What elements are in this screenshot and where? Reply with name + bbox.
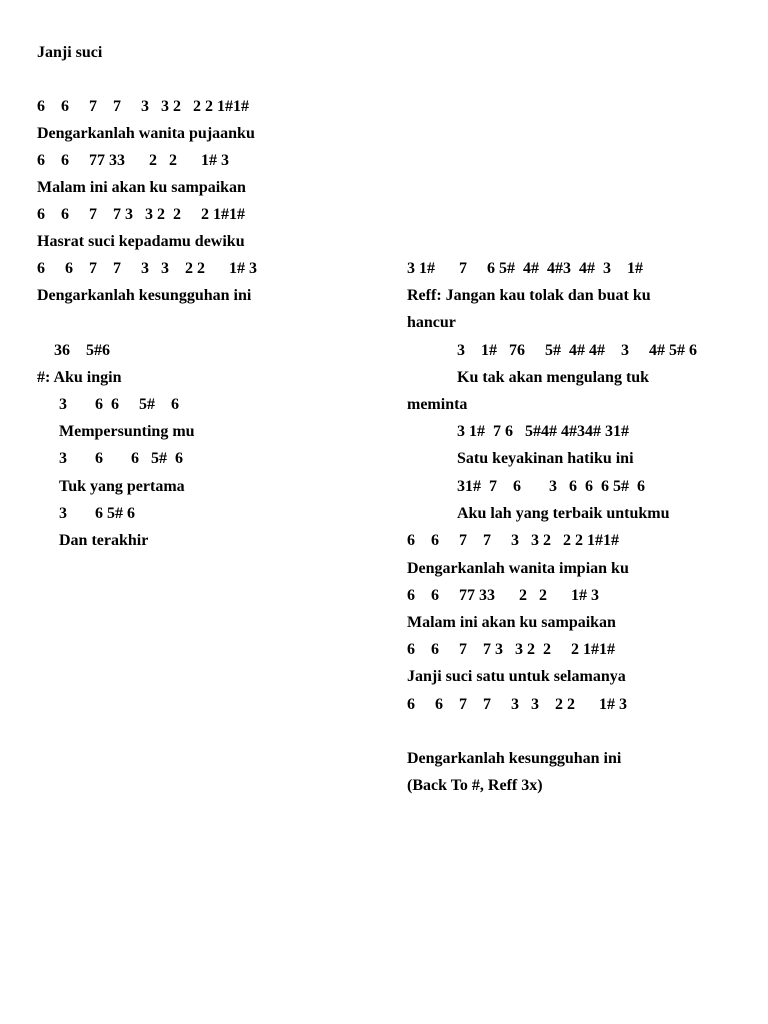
- lyric-line: Dan terakhir: [59, 532, 149, 549]
- lyric-line: Tuk yang pertama: [59, 478, 185, 495]
- lyric-line: Dengarkanlah kesungguhan ini: [407, 750, 622, 767]
- chord-line: 6 6 7 7 3 3 2 2 1# 3: [407, 696, 627, 713]
- lyric-line: Malam ini akan ku sampaikan: [37, 179, 246, 196]
- instruction-line: (Back To #, Reff 3x): [407, 777, 543, 794]
- chord-line: 3 1# 76 5# 4# 4# 3 4# 5# 6: [457, 342, 697, 359]
- chord-line: 3 6 6 5# 6: [59, 450, 183, 467]
- lyric-line: Mempersunting mu: [59, 423, 195, 440]
- lyric-line: Janji suci satu untuk selamanya: [407, 668, 626, 685]
- chord-line: 3 6 6 5# 6: [59, 396, 179, 413]
- chord-line: 6 6 7 7 3 3 2 2 2 1#1#: [407, 532, 619, 549]
- chord-line: 36 5#6: [54, 342, 110, 359]
- chord-line: 6 6 77 33 2 2 1# 3: [37, 152, 229, 169]
- chord-line: 3 6 5# 6: [59, 505, 135, 522]
- lyric-line: #: Aku ingin: [37, 369, 122, 386]
- chord-line: 6 6 7 7 3 3 2 2 1# 3: [37, 260, 257, 277]
- chord-line: 31# 7 6 3 6 6 6 5# 6: [457, 478, 645, 495]
- chord-line: 6 6 7 7 3 3 2 2 2 1#1#: [407, 641, 615, 658]
- lyric-line: Malam ini akan ku sampaikan: [407, 614, 616, 631]
- chord-line: 6 6 7 7 3 3 2 2 2 1#1#: [37, 206, 245, 223]
- chord-line: 6 6 7 7 3 3 2 2 2 1#1#: [37, 98, 249, 115]
- song-title: Janji suci: [37, 44, 103, 61]
- lyric-line: Dengarkanlah wanita impian ku: [407, 560, 629, 577]
- chord-line: 3 1# 7 6 5# 4# 4#3 4# 3 1#: [407, 260, 643, 277]
- lyric-line: Dengarkanlah kesungguhan ini: [37, 287, 252, 304]
- lyric-line: Aku lah yang terbaik untukmu: [457, 505, 670, 522]
- lyric-line: Satu keyakinan hatiku ini: [457, 450, 634, 467]
- lyric-line: Ku tak akan mengulang tuk: [457, 369, 650, 386]
- lyric-line: Hasrat suci kepadamu dewiku: [37, 233, 245, 250]
- chord-line: 3 1# 7 6 5#4# 4#34# 31#: [457, 423, 629, 440]
- lyric-line: Reff: Jangan kau tolak dan buat ku: [407, 287, 651, 304]
- lyric-line: Dengarkanlah wanita pujaanku: [37, 125, 255, 142]
- chord-line: 6 6 77 33 2 2 1# 3: [407, 587, 599, 604]
- lyric-line: hancur: [407, 314, 456, 331]
- lyric-line: meminta: [407, 396, 468, 413]
